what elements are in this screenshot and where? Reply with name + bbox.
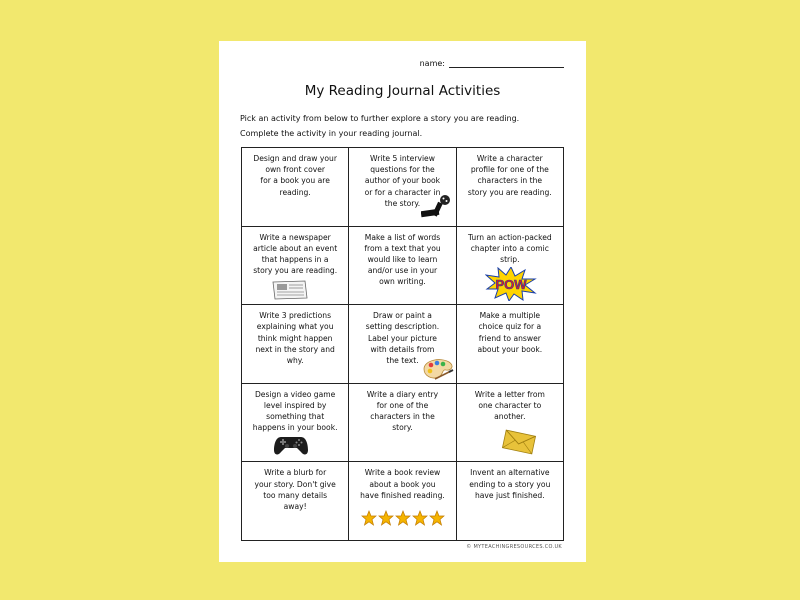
activity-cell-word-list: [349, 227, 456, 306]
microphone-icon: [421, 194, 453, 220]
activity-text: Write a newspaper article about an event that happens in a story you are reading.: [253, 232, 338, 276]
activity-cell-letter: [457, 384, 564, 463]
activity-text: Write 3 predictions explaining what you think might happen next in the story and why.: [255, 311, 335, 365]
name-field-row: [420, 59, 564, 68]
activity-text: Design a video game level inspired by something that happens in your book.: [252, 389, 338, 433]
activity-grid: [241, 147, 564, 541]
paint-palette-icon: [421, 357, 455, 381]
activity-cell-interview: [349, 148, 456, 227]
game-controller-icon: [273, 434, 309, 456]
name-label: name:: [419, 59, 445, 68]
activity-cell-blurb: [242, 462, 349, 541]
pow-text: POW: [495, 276, 527, 292]
activity-cell-alternative-ending: [457, 462, 564, 541]
instructions: [240, 111, 519, 141]
activity-text: Write a blurb for your story. Don't give too many details away!: [254, 468, 336, 511]
instruction-line-2: Complete the activity in your reading journal.: [240, 129, 423, 138]
activity-text: Make a list of words from a text that you would like to learn and/or use in your own writing.: [364, 232, 441, 287]
star-icon: [430, 511, 444, 525]
activity-text: Write a letter from one character to another.: [474, 389, 545, 422]
activity-text: Invent an alternative ending to a story you have just finished.: [469, 468, 551, 500]
copyright-footer: © MYTEACHINGRESOURCES.CO.UK: [466, 544, 562, 550]
activity-cell-character-profile: [457, 148, 564, 227]
activity-cell-newspaper: [242, 227, 349, 306]
name-write-line: [449, 59, 564, 68]
activity-cell-predictions: [242, 305, 349, 384]
envelope-icon: [501, 428, 537, 456]
activity-text: Turn an action-packed chapter into a comic strip.: [467, 232, 552, 264]
activity-cell-quiz: [457, 305, 564, 384]
activity-cell-diary: [349, 384, 456, 463]
activity-text: Write a character profile for one of the characters in the story you are reading.: [467, 154, 552, 197]
activity-text: Design and draw your own front cover for a book you are reading.: [253, 154, 337, 197]
star-icon: [379, 511, 393, 525]
star-icon: [362, 511, 376, 525]
activity-text: Draw or paint a setting description. Label your picture with details from the text.: [365, 311, 440, 365]
activity-text: Write a diary entry for one of the characters in the story.: [366, 389, 439, 433]
activity-text: Make a multiple choice quiz for a friend to answer about your book.: [477, 311, 543, 354]
page-title: My Reading Journal Activities: [304, 83, 501, 99]
activity-cell-front-cover: [242, 148, 349, 227]
instruction-line-1: Pick an activity from below to further explore a story you are reading.: [240, 114, 520, 123]
newspaper-icon: [272, 280, 308, 300]
activity-cell-book-review: [349, 462, 456, 541]
activity-cell-setting: [349, 305, 456, 384]
activity-text: Write 5 interview questions for the author of your book or for a character in the story.: [364, 154, 441, 208]
worksheet-page: [219, 41, 586, 562]
pow-comic-icon: [485, 267, 537, 301]
activity-cell-comic-strip: [457, 227, 564, 306]
activity-cell-video-game: [242, 384, 349, 463]
activity-text: Write a book review about a book you have finished reading.: [360, 468, 445, 500]
star-icon: [413, 511, 427, 525]
five-stars-icon: [361, 510, 445, 526]
star-icon: [396, 511, 410, 525]
